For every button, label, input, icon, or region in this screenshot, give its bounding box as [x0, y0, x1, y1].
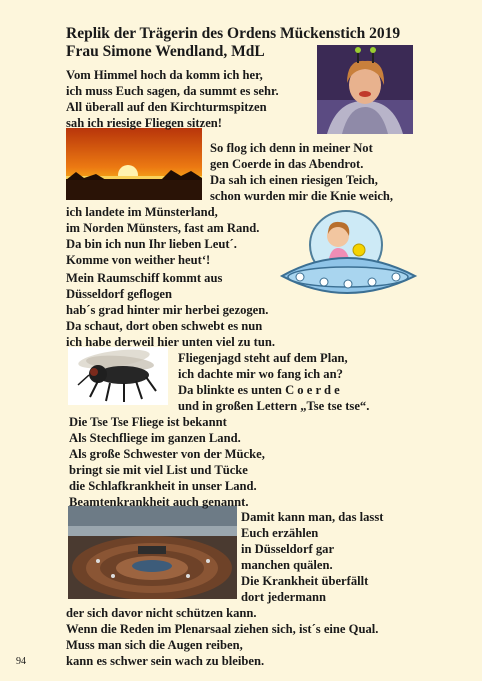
poem-line: Düsseldorf geflogen: [66, 287, 172, 301]
poem-line: ich muss Euch sagen, da summt es sehr.: [66, 84, 279, 98]
fly-photo: [68, 347, 168, 405]
poem-line: Als große Schwester von der Mücke,: [69, 447, 265, 461]
poem-line: im Norden Münsters, fast am Rand.: [66, 221, 260, 235]
poem-line: gen Coerde in das Abendrot.: [210, 157, 364, 171]
poem-line: Da bin ich nun Ihr lieben Leut´.: [66, 237, 237, 251]
poem-line: Muss man sich die Augen reiben,: [66, 638, 243, 652]
poem-line: Wenn die Reden im Plenarsaal ziehen sich, ist´s eine Qual.: [66, 622, 379, 636]
title-line-2: Frau Simone Wendland, MdL: [66, 43, 265, 60]
poem-line: Fliegenjagd steht auf dem Plan,: [178, 351, 348, 365]
poem-line: Beamtenkrankheit auch genannt.: [69, 495, 249, 509]
poem-line: sah ich riesige Fliegen sitzen!: [66, 116, 222, 130]
title-line-1: Replik der Trägerin des Ordens Mückenstich 2019: [66, 25, 401, 42]
poem-line: Euch erzählen: [241, 526, 319, 540]
poem-line: und in großen Lettern „Tse tse tse“.: [178, 399, 370, 413]
poem-line: in Düsseldorf gar: [241, 542, 335, 556]
poem-line: Die Krankheit überfällt: [241, 574, 369, 588]
poem-line: Damit kann man, das lasst: [241, 510, 384, 524]
poem-line: Mein Raumschiff kommt aus: [66, 271, 223, 285]
plenary-hall-photo: [68, 506, 237, 599]
sunset-photo: [66, 128, 202, 200]
portrait-photo: [317, 45, 413, 134]
poem-line: dort jedermann: [241, 590, 326, 604]
ufo-illustration: [276, 206, 421, 310]
poem-line: ich habe derweil hier unten viel zu tun.: [66, 335, 275, 349]
poem-line: Die Tse Tse Fliege ist bekannt: [69, 415, 227, 429]
poem-line: Da sah ich einen riesigen Teich,: [210, 173, 378, 187]
poem-line: Komme von weither heut‘!: [66, 253, 211, 267]
poem-line: bringt sie mit viel List und Tücke: [69, 463, 248, 477]
poem-line: Da blinkte es unten C o e r d e: [178, 383, 340, 397]
poem-line: Vom Himmel hoch da komm ich her,: [66, 68, 263, 82]
poem-line: Da schaut, dort oben schwebt es nun: [66, 319, 263, 333]
poem-line: der sich davor nicht schützen kann.: [66, 606, 257, 620]
poem-line: kann es schwer sein wach zu bleiben.: [66, 654, 265, 668]
poem-line: All überall auf den Kirchturmspitzen: [66, 100, 267, 114]
poem-line: hab´s grad hinter mir herbei gezogen.: [66, 303, 269, 317]
poem-line: So flog ich denn in meiner Not: [210, 141, 373, 155]
poem-line: die Schlafkrankheit in unser Land.: [69, 479, 257, 493]
poem-line: Als Stechfliege im ganzen Land.: [69, 431, 241, 445]
poem-line: ich landete im Münsterland,: [66, 205, 218, 219]
poem-line: manchen quälen.: [241, 558, 333, 572]
poem-line: schon wurden mir die Knie weich,: [210, 189, 394, 203]
poem-line: ich dachte mir wo fang ich an?: [178, 367, 343, 381]
page-number: 94: [16, 656, 26, 667]
